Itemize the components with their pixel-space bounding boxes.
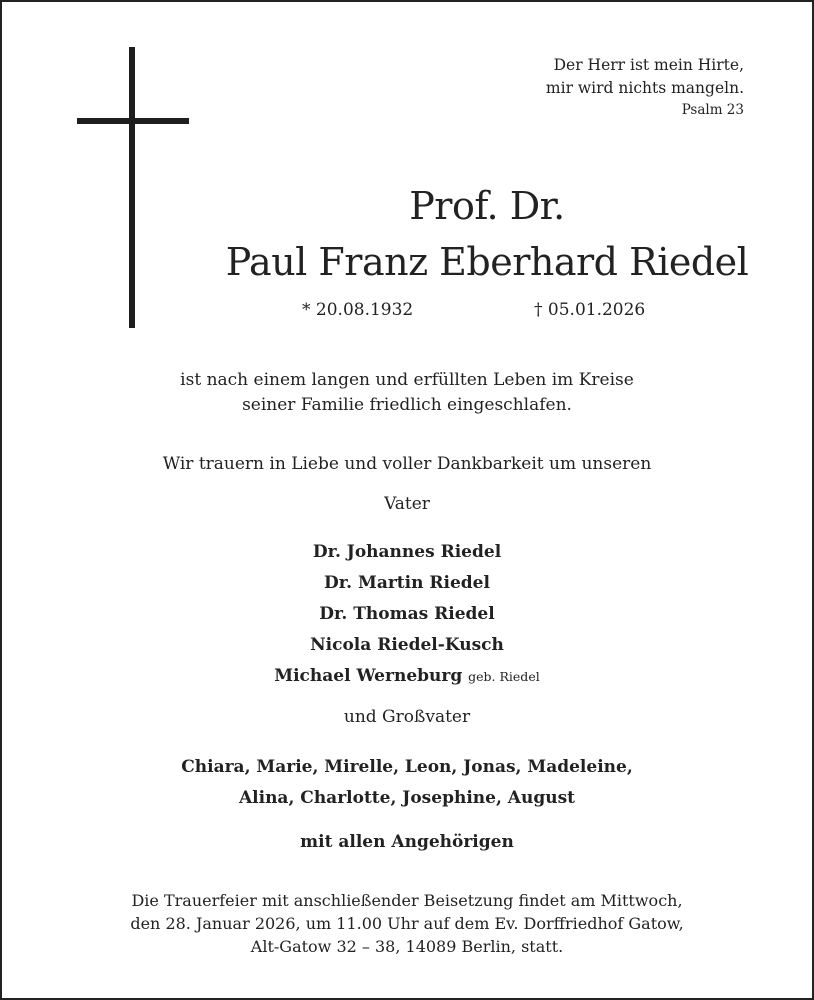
role-father: Vater <box>384 494 430 514</box>
quote-source: Psalm 23 <box>681 102 744 118</box>
grandchildren-list <box>2 752 812 814</box>
death-date: † 05.01.2026 <box>534 300 646 320</box>
funeral-line: Alt-Gatow 32 – 38, 14089 Berlin, statt. <box>250 937 564 956</box>
role-grandfather: und Großvater <box>343 707 471 727</box>
deceased-name: Paul Franz Eberhard Riedel <box>225 240 749 284</box>
funeral-info <box>2 889 812 958</box>
child-name: Nicola Riedel-Kusch <box>310 635 504 655</box>
intro-line: ist nach einem langen und erfüllten Leben im Kreise <box>180 370 634 390</box>
mourning-text: Wir trauern in Liebe und voller Dankbarkeit um unseren <box>162 454 652 474</box>
cross-icon-bar <box>77 118 189 124</box>
birth-date: * 20.08.1932 <box>302 300 414 320</box>
intro-line: seiner Familie friedlich eingeschlafen. <box>242 395 572 415</box>
quote-line: Der Herr ist mein Hirte, <box>553 56 744 74</box>
funeral-line: den 28. Januar 2026, um 11.00 Uhr auf dem Ev. Dorffriedhof Gatow, <box>130 914 684 933</box>
grandchildren-line: Alina, Charlotte, Josephine, August <box>238 788 576 808</box>
child-name: Dr. Thomas Riedel <box>319 604 495 624</box>
child-name: Michael Werneburg geb. Riedel <box>274 666 540 686</box>
children-list <box>2 537 812 692</box>
psalm-quote <box>546 54 744 120</box>
maiden-name-note: geb. Riedel <box>468 669 540 684</box>
relatives: mit allen Angehörigen <box>300 832 514 852</box>
grandchildren-line: Chiara, Marie, Mirelle, Leon, Jonas, Madeleine, <box>181 757 633 777</box>
quote-line: mir wird nichts mangeln. <box>545 79 744 97</box>
child-name: Dr. Martin Riedel <box>324 573 490 593</box>
intro-text <box>2 368 812 418</box>
funeral-line: Die Trauerfeier mit anschließender Beisetzung findet am Mittwoch, <box>131 891 683 910</box>
cross-icon <box>129 47 135 328</box>
child-name: Dr. Johannes Riedel <box>312 542 502 562</box>
obituary-notice <box>2 2 812 998</box>
deceased-title: Prof. Dr. <box>409 184 565 228</box>
